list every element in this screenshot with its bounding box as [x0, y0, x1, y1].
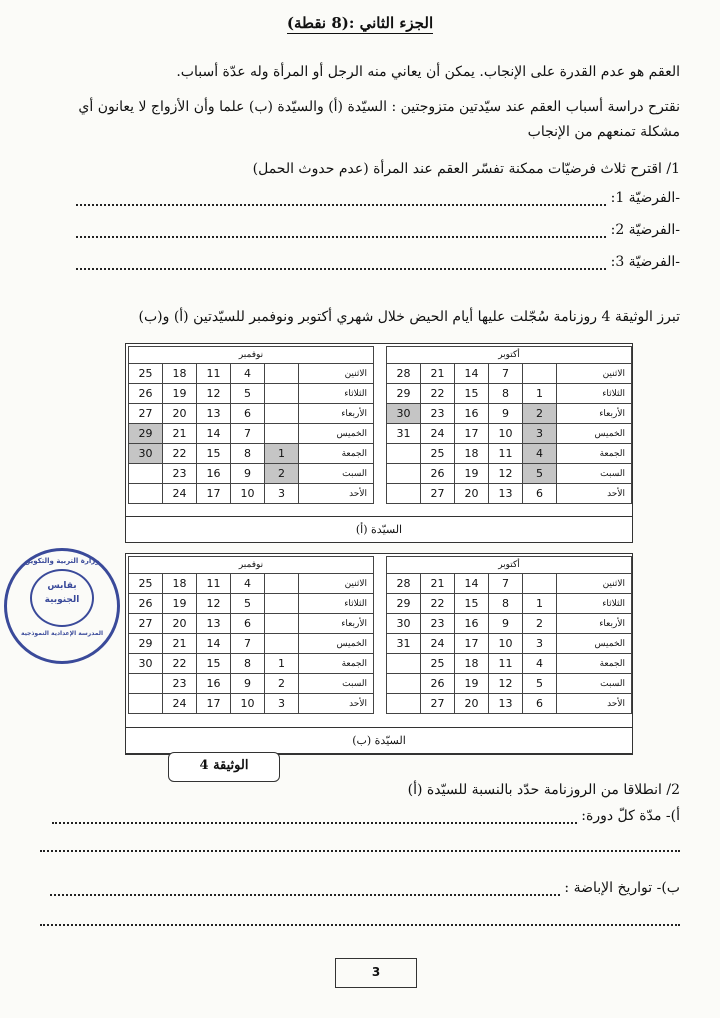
table-row	[387, 464, 632, 484]
lady-a-oct-date-cell: 22	[421, 384, 455, 404]
lady-a-oct-date-cell: 8	[489, 384, 523, 404]
lady-a-nov-date-cell	[129, 484, 163, 504]
calendar-lady-a-november	[128, 346, 374, 504]
stamp-bottom-text: المدرسة الإعدادية النموذجية	[20, 630, 104, 637]
q2b-continuation	[30, 910, 680, 932]
lady-a-nov-date-cell	[129, 464, 163, 484]
lady-a-nov-date-cell	[265, 384, 299, 404]
lady-a-oct-date-cell: 9	[489, 404, 523, 424]
lady-b-oct-weekday: السبت	[557, 674, 632, 694]
lady-b-nov-weekday: الاثنين	[299, 574, 374, 594]
lady-a-oct-date-cell: 1	[523, 384, 557, 404]
lady-a-oct-date-cell: 31	[387, 424, 421, 444]
lady-a-oct-weekday: السبت	[557, 464, 632, 484]
intro-line-3: مشكلة تمنعهم من الإنجاب	[527, 124, 680, 140]
table-row	[387, 614, 632, 634]
lady-b-oct-date-cell: 11	[489, 654, 523, 674]
lady-b-oct-weekday: الأربعاء	[557, 614, 632, 634]
table-row	[387, 444, 632, 464]
table-row	[387, 384, 632, 404]
calendar-lady-b-november	[128, 556, 374, 714]
table-row	[129, 424, 374, 444]
document-4-label: الوثيقة 4	[168, 752, 280, 782]
lady-a-nov-date-cell	[265, 424, 299, 444]
lady-a-nov-date-cell: 30	[129, 444, 163, 464]
lady-b-nov-date-cell: 21	[163, 634, 197, 654]
lady-b-nov-date-cell: 1	[265, 654, 299, 674]
q2a-label: أ)- مدّة كلّ دورة:	[581, 808, 680, 824]
calendar-lady-b-october	[386, 556, 632, 714]
lady-b-nov-date-cell: 7	[231, 634, 265, 654]
table-row	[129, 444, 374, 464]
lady-b-oct-date-cell: 10	[489, 634, 523, 654]
lady-b-nov-date-cell: 2	[265, 674, 299, 694]
lady-b-oct-weekday: الجمعة	[557, 654, 632, 674]
lady-b-nov-date-cell	[265, 594, 299, 614]
lady-b-oct-date-cell: 19	[455, 674, 489, 694]
table-row	[129, 464, 374, 484]
lady-b-nov-date-cell	[265, 634, 299, 654]
table-row	[387, 674, 632, 694]
lady-b-nov-date-cell: 3	[265, 694, 299, 714]
lady-a-nov-weekday: الخميس	[299, 424, 374, 444]
lady-b-oct-date-cell: 25	[421, 654, 455, 674]
lady-b-oct-weekday: الأحد	[557, 694, 632, 714]
q2b-answer-line-2[interactable]	[40, 912, 680, 926]
q2b-row	[30, 880, 680, 902]
table-row	[387, 634, 632, 654]
hypothesis-2-answer[interactable]	[76, 224, 606, 238]
lady-a-nov-date-cell: 6	[231, 404, 265, 424]
q2a-answer[interactable]	[52, 810, 577, 824]
lady-a-oct-weekday: الخميس	[557, 424, 632, 444]
lady-b-nov-weekday: الثلاثاء	[299, 594, 374, 614]
lady-a-nov-date-cell: 21	[163, 424, 197, 444]
lady-a-oct-weekday: الأحد	[557, 484, 632, 504]
lady-a-nov-date-cell: 13	[197, 404, 231, 424]
lady-a-nov-date-cell: 9	[231, 464, 265, 484]
lady-a-oct-date-cell	[523, 364, 557, 384]
lady-b-nov-date-cell: 15	[197, 654, 231, 674]
lady-a-nov-date-cell	[265, 364, 299, 384]
lady-a-oct-date-cell: 25	[421, 444, 455, 464]
lady-a-nov-date-cell	[265, 404, 299, 424]
q2b-label: ب)- تواريخ الإباضة :	[564, 880, 680, 896]
table-row	[129, 634, 374, 654]
q2a-answer-line-2[interactable]	[40, 838, 680, 852]
hypothesis-2-label: -الفرضيّة 2:	[610, 222, 680, 238]
lady-b-nov-date-cell	[129, 694, 163, 714]
lady-b-nov-date-cell: 12	[197, 594, 231, 614]
lady-b-nov-date-cell: 9	[231, 674, 265, 694]
table-row	[129, 384, 374, 404]
lady-b-oct-date-cell: 7	[489, 574, 523, 594]
lady-a-nov-date-cell: 23	[163, 464, 197, 484]
table-row	[387, 594, 632, 614]
lady-b-oct-date-cell: 4	[523, 654, 557, 674]
lady-a-oct-date-cell: 19	[455, 464, 489, 484]
hypothesis-3-answer[interactable]	[76, 256, 606, 270]
lady-b-oct-date-cell	[523, 574, 557, 594]
question-2: 2/ انطلاقا من الروزنامة حدّد بالنسبة للسيّدة (أ)	[407, 782, 680, 798]
lady-b-nov-date-cell: 17	[197, 694, 231, 714]
lady-b-nov-date-cell: 4	[231, 574, 265, 594]
lady-b-nov-date-cell: 22	[163, 654, 197, 674]
section-title	[0, 14, 720, 32]
lady-a-nov-date-cell: 10	[231, 484, 265, 504]
lady-a-nov-date-cell: 1	[265, 444, 299, 464]
lady-a-oct-date-cell: 17	[455, 424, 489, 444]
table-row	[387, 654, 632, 674]
lady-b-nov-date-cell	[265, 574, 299, 594]
q2a-row	[30, 808, 680, 830]
lady-b-oct-date-cell: 16	[455, 614, 489, 634]
lady-b-oct-date-cell: 5	[523, 674, 557, 694]
lady-b-nov-date-cell: 25	[129, 574, 163, 594]
lady-a-nov-date-cell: 16	[197, 464, 231, 484]
lady-b-oct-date-cell: 15	[455, 594, 489, 614]
lady-a-nov-date-cell: 20	[163, 404, 197, 424]
lady-a-oct-date-cell: 6	[523, 484, 557, 504]
lady-b-nov-date-cell: 13	[197, 614, 231, 634]
lady-b-nov-date-cell: 24	[163, 694, 197, 714]
lady-b-oct-date-cell: 17	[455, 634, 489, 654]
lady-a-oct-date-cell: 26	[421, 464, 455, 484]
lady-a-oct-date-cell: 5	[523, 464, 557, 484]
lady-a-oct-weekday: الجمعة	[557, 444, 632, 464]
lady-a-oct-weekday: الثلاثاء	[557, 384, 632, 404]
lady-b-nov-date-cell: 5	[231, 594, 265, 614]
lady-b-nov-date-cell: 8	[231, 654, 265, 674]
lady-a-oct-date-cell: 10	[489, 424, 523, 444]
lady-a-oct-date-cell	[387, 444, 421, 464]
hypothesis-1-label: -الفرضيّة 1:	[610, 190, 680, 206]
lady-b-oct-weekday: الخميس	[557, 634, 632, 654]
lady-a-nov-date-cell: 19	[163, 384, 197, 404]
lady-b-nov-date-cell: 27	[129, 614, 163, 634]
lady-a-nov-date-cell: 4	[231, 364, 265, 384]
lady-b-nov-date-cell: 11	[197, 574, 231, 594]
lady-a-nov-weekday: الاثنين	[299, 364, 374, 384]
lady-a-nov-weekday: الأربعاء	[299, 404, 374, 424]
lady-a-oct-date-cell: 23	[421, 404, 455, 424]
lady-a-oct-month-header: أكتوبر	[387, 347, 632, 364]
lady-a-nov-date-cell: 2	[265, 464, 299, 484]
lady-a-label: السيّدة (أ)	[125, 516, 633, 543]
stamp-center-line-1: بقابس	[47, 581, 77, 591]
lady-b-oct-date-cell: 13	[489, 694, 523, 714]
lady-b-oct-date-cell: 26	[421, 674, 455, 694]
lady-a-oct-date-cell: 30	[387, 404, 421, 424]
lady-b-nov-date-cell: 10	[231, 694, 265, 714]
table-row	[129, 674, 374, 694]
lady-a-nov-date-cell: 24	[163, 484, 197, 504]
lady-a-nov-date-cell: 25	[129, 364, 163, 384]
lady-a-nov-date-cell: 12	[197, 384, 231, 404]
hypothesis-3-label: -الفرضيّة 3:	[610, 254, 680, 270]
lady-b-oct-date-cell: 22	[421, 594, 455, 614]
lady-b-oct-date-cell: 1	[523, 594, 557, 614]
lady-b-oct-date-cell: 29	[387, 594, 421, 614]
lady-a-oct-date-cell: 21	[421, 364, 455, 384]
lady-a-nov-date-cell: 7	[231, 424, 265, 444]
lady-b-oct-date-cell	[387, 694, 421, 714]
table-row	[129, 594, 374, 614]
lady-b-label: السيّدة (ب)	[125, 727, 633, 754]
lady-b-oct-date-cell: 30	[387, 614, 421, 634]
lady-a-nov-date-cell: 18	[163, 364, 197, 384]
lady-a-oct-date-cell: 18	[455, 444, 489, 464]
lady-b-oct-date-cell: 23	[421, 614, 455, 634]
lady-a-oct-date-cell: 7	[489, 364, 523, 384]
document-4-intro: تبرز الوثيقة 4 روزنامة سُجّلت عليها أيام الحيض خلال شهري أكتوبر ونوفمبر للسيّدتين (أ) و(ب)	[138, 309, 680, 325]
table-row	[129, 654, 374, 674]
lady-b-oct-weekday: الاثنين	[557, 574, 632, 594]
school-stamp	[4, 548, 120, 664]
lady-a-oct-date-cell: 29	[387, 384, 421, 404]
lady-b-nov-weekday: الأربعاء	[299, 614, 374, 634]
section-title-text: الجزء الثاني :(8 نقطة)	[286, 14, 434, 32]
stamp-ring-text: وزارة التربية والتكوين	[24, 557, 100, 565]
lady-b-nov-weekday: الخميس	[299, 634, 374, 654]
lady-b-oct-date-cell: 12	[489, 674, 523, 694]
lady-a-nov-date-cell: 15	[197, 444, 231, 464]
lady-a-nov-date-cell: 8	[231, 444, 265, 464]
lady-b-nov-date-cell: 14	[197, 634, 231, 654]
lady-b-nov-date-cell: 19	[163, 594, 197, 614]
lady-a-nov-date-cell: 22	[163, 444, 197, 464]
lady-a-nov-date-cell: 17	[197, 484, 231, 504]
lady-b-oct-weekday: الثلاثاء	[557, 594, 632, 614]
lady-b-nov-date-cell: 6	[231, 614, 265, 634]
lady-a-nov-date-cell: 26	[129, 384, 163, 404]
lady-a-oct-date-cell: 13	[489, 484, 523, 504]
table-row	[129, 404, 374, 424]
lady-b-oct-date-cell: 27	[421, 694, 455, 714]
lady-b-oct-date-cell: 8	[489, 594, 523, 614]
lady-a-nov-weekday: الأحد	[299, 484, 374, 504]
lady-b-nov-date-cell: 23	[163, 674, 197, 694]
lady-a-oct-date-cell: 16	[455, 404, 489, 424]
stamp-center-line-2: الجنوبية	[44, 595, 80, 605]
lady-b-oct-date-cell: 28	[387, 574, 421, 594]
table-row	[129, 694, 374, 714]
lady-a-nov-weekday: الثلاثاء	[299, 384, 374, 404]
lady-a-nov-date-cell: 3	[265, 484, 299, 504]
lady-b-oct-date-cell: 14	[455, 574, 489, 594]
lady-b-nov-date-cell: 26	[129, 594, 163, 614]
lady-b-oct-month-header: أكتوبر	[387, 557, 632, 574]
table-row	[387, 484, 632, 504]
lady-a-oct-weekday: الاثنين	[557, 364, 632, 384]
lady-a-oct-date-cell: 20	[455, 484, 489, 504]
lady-b-oct-date-cell: 6	[523, 694, 557, 714]
lady-a-oct-date-cell: 14	[455, 364, 489, 384]
intro-line-1: العقم هو عدم القدرة على الإنجاب. يمكن أن يعاني منه الرجل أو المرأة وله عدّة أسباب.	[176, 64, 680, 80]
lady-a-nov-date-cell: 27	[129, 404, 163, 424]
hypothesis-1-row	[30, 190, 680, 212]
intro-line-2: نقترح دراسة أسباب العقم عند سيّدتين متزوجتين : السيّدة (أ) والسيّدة (ب) علما وأن الأزواج لا يعانون أي	[78, 99, 680, 115]
lady-b-nov-date-cell: 18	[163, 574, 197, 594]
page-number: 3	[335, 958, 417, 988]
hypothesis-2-row	[30, 222, 680, 244]
lady-a-oct-date-cell	[387, 484, 421, 504]
lady-b-nov-month-header: نوفمبر	[129, 557, 374, 574]
lady-a-nov-date-cell: 11	[197, 364, 231, 384]
lady-b-oct-date-cell: 31	[387, 634, 421, 654]
lady-b-oct-date-cell	[387, 654, 421, 674]
lady-a-oct-date-cell: 11	[489, 444, 523, 464]
table-row	[387, 404, 632, 424]
lady-a-nov-date-cell: 5	[231, 384, 265, 404]
lady-b-oct-date-cell: 2	[523, 614, 557, 634]
lady-a-oct-date-cell: 27	[421, 484, 455, 504]
lady-b-nov-date-cell: 20	[163, 614, 197, 634]
lady-a-oct-date-cell: 24	[421, 424, 455, 444]
lady-b-nov-date-cell: 16	[197, 674, 231, 694]
lady-b-oct-date-cell: 9	[489, 614, 523, 634]
lady-b-oct-date-cell: 21	[421, 574, 455, 594]
lady-a-oct-date-cell: 12	[489, 464, 523, 484]
calendar-lady-a-october	[386, 346, 632, 504]
lady-a-oct-date-cell: 2	[523, 404, 557, 424]
hypothesis-3-row	[30, 254, 680, 276]
hypothesis-1-answer[interactable]	[76, 192, 606, 206]
lady-b-oct-date-cell: 20	[455, 694, 489, 714]
lady-b-nov-date-cell	[129, 674, 163, 694]
lady-b-nov-weekday: الجمعة	[299, 654, 374, 674]
lady-a-oct-date-cell	[387, 464, 421, 484]
q2a-continuation	[30, 836, 680, 858]
lady-a-nov-date-cell: 14	[197, 424, 231, 444]
table-row	[129, 574, 374, 594]
table-row	[387, 424, 632, 444]
lady-b-oct-date-cell	[387, 674, 421, 694]
table-row	[129, 614, 374, 634]
table-row	[387, 574, 632, 594]
table-row	[129, 364, 374, 384]
lady-a-nov-weekday: الجمعة	[299, 444, 374, 464]
table-row	[387, 694, 632, 714]
lady-b-oct-date-cell: 24	[421, 634, 455, 654]
q2b-answer[interactable]	[50, 882, 560, 896]
lady-a-oct-weekday: الأربعاء	[557, 404, 632, 424]
lady-a-nov-date-cell: 29	[129, 424, 163, 444]
question-1: 1/ اقترح ثلاث فرضيّات ممكنة تفسّر العقم عند المرأة (عدم حدوث الحمل)	[252, 161, 680, 177]
lady-a-oct-date-cell: 15	[455, 384, 489, 404]
table-row	[387, 364, 632, 384]
lady-a-nov-month-header: نوفمبر	[129, 347, 374, 364]
lady-a-nov-weekday: السبت	[299, 464, 374, 484]
lady-b-nov-date-cell	[265, 614, 299, 634]
lady-b-oct-date-cell: 3	[523, 634, 557, 654]
lady-b-oct-date-cell: 18	[455, 654, 489, 674]
lady-a-oct-date-cell: 28	[387, 364, 421, 384]
lady-b-nov-weekday: السبت	[299, 674, 374, 694]
lady-b-nov-date-cell: 29	[129, 634, 163, 654]
stamp-center	[30, 569, 94, 627]
lady-a-oct-date-cell: 4	[523, 444, 557, 464]
lady-b-nov-date-cell: 30	[129, 654, 163, 674]
lady-b-nov-weekday: الأحد	[299, 694, 374, 714]
table-row	[129, 484, 374, 504]
lady-a-oct-date-cell: 3	[523, 424, 557, 444]
